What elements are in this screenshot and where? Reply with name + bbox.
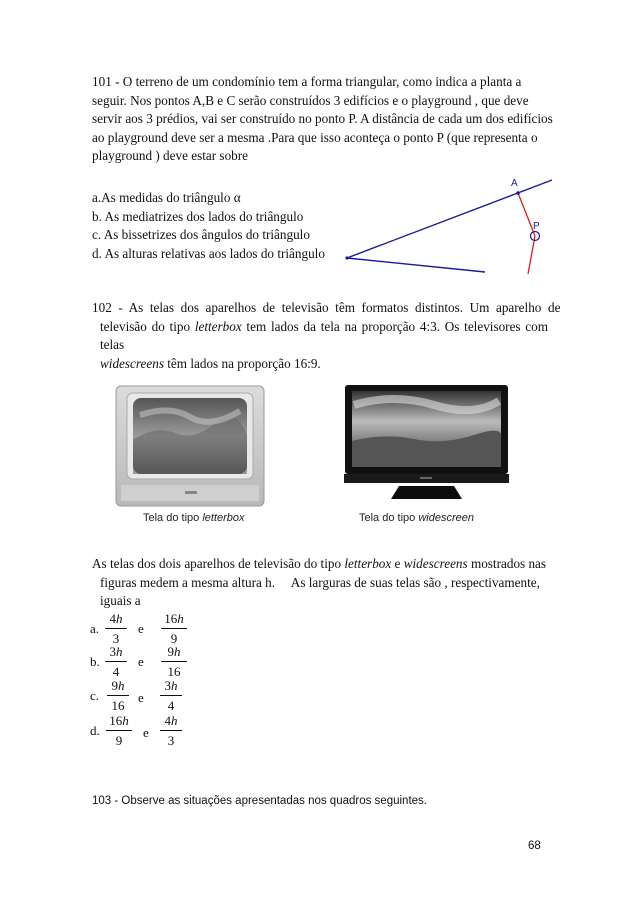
variable-h: h	[122, 713, 129, 728]
fraction-bar	[160, 730, 182, 731]
answer-a-letter: a.	[90, 621, 100, 636]
variable-h: h	[171, 713, 178, 728]
letterbox-tv-image	[115, 385, 265, 507]
q102-question-text: As telas dos dois aparelhos de televisão do tipo	[92, 556, 345, 571]
term-letterbox: letterbox	[194, 318, 242, 334]
fraction-bar	[160, 695, 182, 696]
q102-intro	[92, 299, 561, 373]
q102-intro-line: 102 - As telas dos aparelhos de televisão têm formatos distintos. Um aparelho de	[92, 300, 561, 315]
fraction-bar	[105, 661, 127, 662]
q102-question-text: e	[391, 556, 404, 571]
q102-question	[92, 555, 548, 611]
denominator-value: 3	[112, 631, 120, 646]
term-widescreens: widescreens	[403, 556, 468, 571]
variable-h: h	[116, 611, 123, 626]
numerator-value: 4	[109, 611, 116, 626]
q102-intro-line	[92, 355, 548, 374]
answer-c-fraction-1	[107, 678, 129, 714]
q103-statement: 103 - Observe as situações apresentadas nos quadros seguintes.	[92, 795, 427, 807]
q102-intro-text: tem lados da tela na proporção 4:3. Os televisores com telas	[100, 318, 549, 352]
fraction-bar	[161, 628, 187, 629]
q101-option-d: d. As alturas relativas aos lados do triângulo	[92, 245, 325, 261]
answer-a-fraction-1	[105, 611, 127, 647]
q101-line: 101 - O terreno de um condomínio tem a forma triangular, como indica a planta a	[92, 74, 522, 89]
fraction-numerator	[106, 713, 132, 729]
denominator-value: 16	[167, 664, 181, 679]
caption-letterbox-term: letterbox	[202, 512, 245, 524]
variable-h: h	[116, 644, 123, 659]
page-number: 68	[528, 840, 541, 852]
answer-d-and: e	[143, 725, 149, 740]
q102-question-line: figuras medem a mesma altura h. As larguras de suas telas são , respectivamente,	[100, 574, 540, 590]
fraction-bar	[106, 730, 132, 731]
q102-intro-text: televisão do tipo	[100, 318, 195, 334]
label-p: P	[533, 221, 540, 232]
q101-option-b: b. As mediatrizes dos lados do triângulo	[92, 208, 304, 224]
label-a: A	[511, 178, 518, 189]
variable-h: h	[171, 678, 178, 693]
q101-line: playground ) deve estar sobre	[92, 148, 248, 163]
denominator-value: 9	[115, 733, 123, 748]
denominator-value: 9	[170, 631, 178, 646]
q101-line: seguir. Nos pontos A,B e C serão construídos 3 edifícios e o playground , que deve	[92, 92, 529, 108]
q102-intro-text: têm lados na proporção 16:9.	[163, 355, 321, 371]
q102-intro-line	[92, 318, 548, 355]
term-letterbox: letterbox	[344, 556, 392, 571]
q101-line: ao playground deve ser a mesma .Para que isso aconteça o ponto P (que representa o	[92, 129, 538, 145]
fraction-numerator	[105, 611, 127, 627]
q101-option-c: c. As bissetrizes dos ângulos do triângulo	[92, 227, 310, 242]
q102-question-line	[92, 555, 548, 574]
numerator-value: 3	[164, 678, 171, 693]
fraction-bar	[161, 661, 187, 662]
denominator-value: 16	[111, 698, 125, 713]
denominator-value: 4	[112, 664, 120, 679]
numerator-value: 9	[111, 678, 118, 693]
q101-option-a: a.As medidas do triângulo α	[92, 190, 241, 205]
caption-widescreen	[359, 512, 474, 524]
fraction-numerator	[105, 644, 127, 660]
answer-c-and: e	[138, 690, 144, 705]
term-widescreens: widescreens	[100, 355, 164, 371]
fraction-numerator	[161, 611, 187, 627]
fraction-bar	[107, 695, 129, 696]
denominator-value: 3	[167, 733, 175, 748]
answer-b-letter: b.	[90, 654, 100, 669]
widescreen-tv-drawing	[344, 383, 509, 503]
answer-d-fraction-2	[160, 713, 182, 749]
answer-b-fraction-1	[105, 644, 127, 680]
numerator-value: 9	[167, 644, 174, 659]
mediatrix-line-lower	[528, 236, 535, 274]
fraction-numerator	[160, 713, 182, 729]
numerator-value: 16	[164, 611, 178, 626]
fraction-numerator	[160, 678, 182, 694]
triangle-diagram	[330, 170, 560, 280]
fraction-numerator	[107, 678, 129, 694]
answer-d-letter: d.	[90, 723, 100, 738]
q101-statement	[92, 73, 552, 166]
answer-c-fraction-2	[160, 678, 182, 714]
caption-letterbox-prefix: Tela do tipo	[143, 512, 203, 524]
triangle-side-lower	[347, 258, 485, 272]
q102-question-text: mostrados nas	[467, 556, 547, 571]
answer-d-fraction-1	[106, 713, 132, 749]
numerator-value: 16	[109, 713, 123, 728]
q101-line: servir aos 3 prédios, vai ser construído no ponto P. A distância de cada um dos edifícios	[92, 111, 553, 126]
denominator-value: 4	[167, 698, 175, 713]
caption-letterbox	[143, 512, 245, 524]
vertex-marker	[345, 256, 348, 259]
answer-b-and: e	[138, 654, 144, 669]
variable-h: h	[174, 644, 181, 659]
point-a-marker	[516, 191, 520, 195]
variable-h: h	[177, 611, 184, 626]
caption-widescreen-prefix: Tela do tipo	[359, 512, 419, 524]
letterbox-tv-drawing	[115, 385, 265, 507]
answer-c-letter: c.	[90, 688, 100, 703]
numerator-value: 4	[164, 713, 171, 728]
answer-a-and: e	[138, 621, 144, 636]
caption-widescreen-term: widescreen	[418, 512, 474, 524]
triangle-side-upper	[347, 180, 552, 258]
fraction-numerator	[161, 644, 187, 660]
widescreen-tv-image	[344, 383, 509, 503]
variable-h: h	[118, 678, 125, 693]
answer-b-fraction-2	[161, 644, 187, 680]
numerator-value: 3	[109, 644, 116, 659]
fraction-bar	[105, 628, 127, 629]
answer-a-fraction-2	[161, 611, 187, 647]
q102-question-line: iguais a	[100, 593, 141, 608]
